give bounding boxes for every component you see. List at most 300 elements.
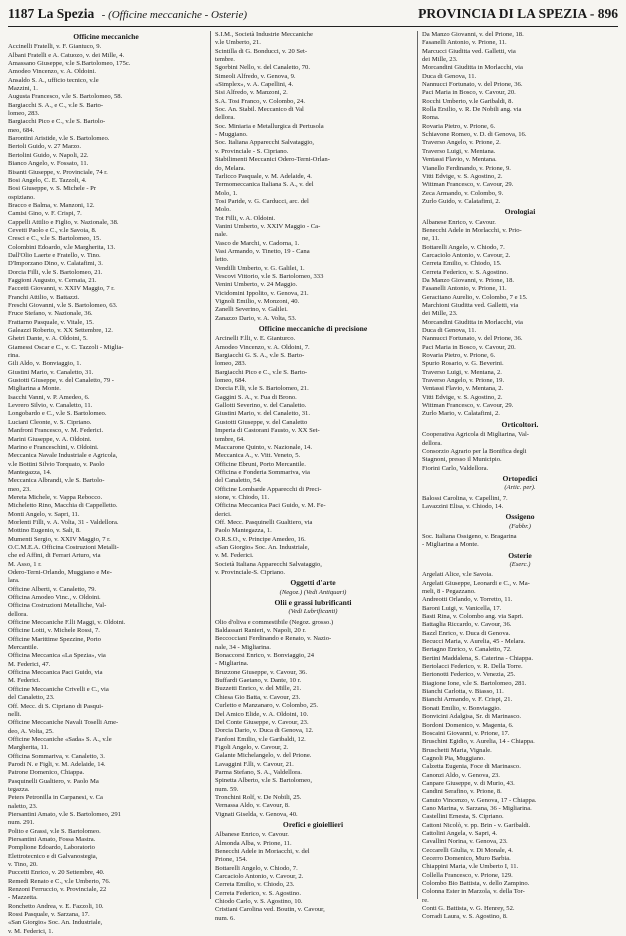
listing-entry: Officine Ebruni, Porto Mercantile. — [215, 460, 306, 468]
listing-entry: num. 6. — [215, 914, 235, 922]
listing-entry: Albanese Enrico, v. Cavour. — [215, 831, 289, 839]
listing-entry: Morcandini Giuditta in Morlacchi, via — [422, 318, 523, 326]
listing-entry: Paci Maria in Bosco, v. Cavour, 20. — [422, 89, 516, 97]
listing-entry: dellora. — [215, 114, 235, 122]
listing-entry: Simeoli Alfredo, v. Genova, 9. — [215, 72, 296, 80]
listing-entry: Boscaini Giovanni, v. Prione, 17. — [422, 729, 510, 737]
listing-entry: Vernassa Aldo, v. Cavour, 8. — [215, 802, 290, 810]
listing-entry: Paolo Mantegazza, 1. — [215, 527, 272, 535]
listing-entry: Bargiacchi G. S. A., v.le S. Barto- — [215, 352, 305, 360]
listing-entry: deo, A. Volta, 25. — [8, 727, 54, 735]
listing-entry: - Migliarina a Monte. — [422, 541, 479, 549]
listing-entry: Collella Francesco, v. Prione, 129. — [422, 871, 513, 879]
listing-entry: Soc. An. Stabil. Meccanico di Val — [215, 106, 304, 114]
listing-entry: meli, 8 - Pegazzano. — [422, 588, 476, 595]
listing-entry: rina. — [8, 352, 20, 360]
listing-entry: Puccetti Enrico, v. 20 Settembre, 40. — [8, 869, 105, 877]
listing-entry: «San Giorgio» Soc. An. Industriale, — [215, 543, 310, 551]
listing-entry: Molo, 1. — [215, 189, 238, 197]
listing-entry: ospiziano. — [8, 193, 35, 201]
listing-entry: Buzzetti Enrico, v. del Mille, 21. — [215, 685, 302, 693]
listing-entry: Spinetta Alberto, v.le S. Bartolomeo, — [215, 777, 312, 785]
listing-entry: Mantegazza, 14. — [8, 468, 52, 476]
section-heading: Officine meccaniche di precisione — [258, 324, 368, 334]
listing-entry: v.le Bottini Silvio Torquato, v. Paolo — [8, 460, 105, 468]
listing-entry: Morcandini Giuditta in Morlacchi, via — [422, 64, 523, 72]
listing-entry: Bonvicini Adalgisa, Sr. di Marinasco. — [422, 713, 522, 721]
listing-entry: Vanini Umberto, v. XXIV Maggio - Ca- — [215, 222, 321, 230]
section-subheading: (Eserc.) — [509, 560, 531, 568]
listing-entry: Camisi Gino, v. F. Crispi, 7. — [8, 210, 82, 218]
listing-entry: Vitti Edvige, v. S. Agostino, 2. — [422, 172, 503, 180]
listing-entry: Da Manzo Giovanni, v. Prione, 18. — [422, 276, 515, 284]
listing-entry: Longobardo e C., v.le S. Bartolomeo. — [8, 410, 107, 418]
listing-entry: Duca di Genova, 11. — [422, 72, 477, 80]
listing-entry: tembre. — [215, 56, 235, 64]
listing-entry: Parodi N. e Figli, v. M. Adelaide, 14. — [8, 760, 106, 768]
listing-entry: Gili Aldo, v. Bonviaggio, 1. — [8, 360, 82, 368]
listing-entry: Franchi Attilio, v. Battazzi. — [8, 293, 80, 301]
listing-entry: Arcinelli F.lli, v. E. Gianturco. — [215, 335, 296, 343]
listing-columns — [8, 31, 618, 935]
listing-entry: Officine Lotti, v. Michele Rossi, 7. — [8, 627, 100, 635]
listing-entry: Fasanelli Antonio, v. Prione, 11. — [422, 285, 507, 293]
listing-entry: Officine Meccaniche Navali Toselli Ame- — [8, 719, 119, 727]
listing-entry: Officine Lombarde Apparecchi di Preci- — [215, 485, 322, 493]
listing-entry: dellora. — [422, 439, 442, 447]
listing-entry: v. Tino, 20. — [8, 861, 38, 869]
city-name: La Spezia — [37, 6, 95, 21]
listing-entry: Augusta Francesco, v.le S. Bartolomeo, 58. — [8, 93, 123, 101]
listing-entry: Bargiacchi Pico e C., v.le S. Bartolo- — [8, 118, 106, 126]
listing-entry: Bottarelli Angelo, v. Chiodo, 7. — [422, 243, 505, 251]
listing-entry: nelli. — [8, 710, 22, 718]
listing-entry: Del Conte Giuseppe, v. Cavour, 23. — [215, 718, 309, 726]
listing-entry: Frattarno Pasquale, v. Vitale, 15. — [8, 318, 94, 326]
listing-entry: Marino e Franceschini, v. Oldoini. — [8, 443, 99, 451]
listing-entry: Colonna Ester in Marzola, v. della Tor- — [422, 888, 525, 896]
listing-entry: - Mazzetta. — [8, 894, 38, 902]
section-heading: Olii e grassi lubrificanti — [274, 598, 352, 608]
listing-entry: Mottino Eugenio, v. Salt, 8. — [8, 527, 81, 535]
listing-entry: Chiesa Gio Batta, v. Cavour, 23. — [215, 693, 301, 701]
listing-entry: che ed Affini, di Ferrari Arturo, via — [8, 552, 101, 560]
listing-entry: num. 59. — [215, 785, 239, 793]
listing-entry: v. Provinciale - S. Cipriano. — [215, 147, 289, 155]
section-subheading: (Vedi Lubrificanti) — [288, 608, 338, 616]
province-name: PROVINCIA DI LA SPEZIA — [418, 6, 587, 21]
listing-entry: Renzoni Ferruccio, v. Provinciale, 22 — [8, 886, 107, 894]
section-heading: Osterie — [508, 550, 532, 560]
listing-entry: Vicidomini Ippolito, v. Genova, 21. — [215, 289, 309, 297]
listing-entry: Scintilla di G. Bonducci, v. 20 Set- — [215, 47, 308, 55]
listing-entry: Albani Fratelli e A. Catuozo, v. dei Mille, 4. — [8, 51, 125, 59]
listing-entry: Traverso Luigi, v. Mentana. — [422, 147, 496, 155]
listing-entry: Amassano Giuseppe, v.le S.Bartolomeo, 175c. — [8, 60, 131, 68]
listing-entry: Faggioni Augusto, v. Cernaia, 21. — [8, 276, 97, 284]
listing-entry: Corradi Laura, v. S. Agostino, 8. — [422, 913, 508, 921]
listing-entry: Bazzl Enrico, v. Duca di Genova. — [422, 629, 511, 637]
listing-entry: Morlenti Filli, v. A. Volta, 31 - Valdellora. — [8, 518, 119, 526]
listing-entry: v.le Umberto, 21. — [215, 39, 261, 47]
listing-entry: Consorzio Agrario per la Bonifica degli — [422, 447, 527, 455]
listing-entry: Faccetti Giovanni, v. XXIV Maggio, 7 r. — [8, 285, 115, 293]
listing-entry: Off. Mecc. Pasquinelli Gualtiero, via — [215, 518, 313, 526]
listing-entry: Rovaria Pietro, v. Prione, 6. — [422, 122, 496, 130]
listing-entry: Meccanica Navale Industriale e Agricola, — [8, 452, 118, 460]
listing-entry: del Canaletto, 54. — [215, 477, 262, 485]
listing-entry: M. Federici, 47. — [8, 660, 51, 668]
listing-entry: Rocchi Umberto, v.le Garibaldi, 8. — [422, 97, 514, 105]
listing-entry: tembre, 64. — [215, 435, 245, 443]
listing-entry: Cresci e C., v.le S. Bartolomeo, 15. — [8, 235, 101, 243]
listing-entry: Sgorbini Nello, v. del Canaletto, 70. — [215, 64, 310, 72]
header-right — [418, 6, 618, 22]
listing-entry: Bianco Angelo, v. Fossato, 11. — [8, 160, 89, 168]
listing-entry: Rolla Ersilio, v. R. De Nobili ang. via — [422, 106, 522, 114]
listing-column — [417, 31, 618, 921]
listing-entry: Gaggini S. A., v. Fua di Brono. — [215, 393, 297, 401]
listing-entry: Bordoni Domenico, v. Magenta, 6. — [422, 721, 514, 729]
listing-entry: Micheletto Rino, Macchia di Cappelletto. — [8, 502, 118, 510]
listing-entry: Almonda Alba, v. Prione, 11. — [215, 839, 292, 847]
listing-entry: Ventassi Flavio, v. Mentana, 2. — [422, 385, 504, 393]
listing-entry: Spurio Rosario, v. G. Beverini. — [422, 360, 504, 368]
listing-entry: Officina Meccanica Paci Guido, v. M. Fe- — [215, 502, 326, 510]
listing-entry: Venini Umberto, v. 24 Maggio. — [215, 281, 298, 289]
listing-entry: Figoli Angelo, v. Cavour, 2. — [215, 743, 289, 751]
section-heading: Orefici e gioiellieri — [282, 819, 344, 829]
listing-entry: v. M. Federici, 1. — [8, 927, 54, 935]
listing-entry: Officina Meccanica «La Spezia», via — [8, 652, 106, 660]
listing-entry: Zurlo Guido, v. Calatafimi, 2. — [422, 197, 501, 205]
listing-entry: Baldassari Ranieri, v. Napoli, 20 r. — [215, 627, 306, 635]
listing-entry: Canuto Vincenzo, v. Genova, 17 - Chiappa. — [422, 796, 537, 804]
listing-entry: Bargiacchi Pico e C., v.le S. Barto- — [215, 368, 308, 376]
listing-entry: Cappelli Attilio e Figlio, v. Nazionale, 38. — [8, 218, 119, 226]
listing-entry: dei Mille, 23. — [422, 56, 458, 64]
listing-entry: meo, 23. — [8, 485, 31, 493]
listing-entry: Tot Filli, v. A. Oldoini. — [215, 214, 276, 222]
listing-entry: Ronchetto Andrea, v. E. Fazzoli, 10. — [8, 902, 104, 910]
listing-entry: Ventassi Flavio, v. Mentana. — [422, 156, 497, 164]
listing-entry: Soc. Italiana Ossigeno, v. Bragarina — [422, 532, 517, 540]
listing-entry: Officina Meccanica Paci Guido, via — [8, 669, 103, 677]
listing-entry: Argelati Alice, v.le Savoia. — [422, 571, 493, 579]
listing-entry: re. — [422, 896, 429, 904]
listing-entry: Molo. — [215, 206, 231, 214]
listing-entry: «San Giorgio» Soc. An. Industriale, — [8, 919, 103, 927]
listing-entry: Fiorini Carlo, Valdellora. — [422, 464, 489, 472]
listing-entry: Officine Meccaniche Crivelli e C., via — [8, 685, 109, 693]
listing-entry: nale. — [215, 231, 228, 239]
listing-entry: v. Provinciale-S. Cipriano. — [215, 569, 286, 576]
listing-entry: Parma Stefano, S. A., Valdellora. — [215, 768, 302, 776]
listing-entry: Maccarone Quinto, v. Nazionale, 14. — [215, 443, 312, 451]
listing-entry: Olio d'oliva e commestibile (Negoz. grosso.) — [215, 618, 334, 626]
listing-entry: Cavallini Norina, v. Genova, 23. — [422, 838, 508, 846]
listing-entry: - Muggiano. — [215, 131, 248, 139]
listing-entry: - Migliarina. — [215, 660, 249, 668]
listing-entry: Canonzi Aldo, v. Genova, 23. — [422, 771, 500, 779]
listing-entry: Bertolini Guido, v. Napoli, 22. — [8, 151, 89, 159]
listing-entry: Schiavone Romeo, v. D. di Genova, 16. — [422, 131, 527, 139]
listing-entry: meo, 684. — [8, 126, 35, 134]
listing-entry: Cecerro Domenico, Muro Barbia. — [422, 855, 511, 862]
listing-entry: Cevetti Paolo e C., v.le Savoia, 8. — [8, 226, 97, 234]
listing-entry: Marini Giuseppe, v. A. Oldoini. — [8, 435, 92, 443]
listing-entry: num. 291. — [8, 819, 35, 827]
listing-entry: Società Italiana Apparecchi Salvataggio, — [215, 560, 322, 568]
listing-entry: Stabilimenti Meccanici Odero-Terni-Orlan- — [215, 156, 330, 164]
listing-entry: Ghetri Dante, v. A. Oldoini, 5. — [8, 335, 88, 343]
listing-entry: Ceccarelli Giulia, v. Di Monale, 4. — [422, 846, 513, 854]
listing-entry: Candini Serafino, v. Prione, 8. — [422, 788, 502, 796]
listing-entry: Da Manzo Giovanni, v. del Prione, 18. — [422, 31, 524, 38]
listing-entry: Bertini Maddalena, S. Caterina - Chiappa. — [422, 654, 533, 662]
listing-entry: Officina e Fonderia Sommariva, via — [215, 468, 310, 476]
listing-entry: Bianchi Armando, v. F. Crispi, 21. — [422, 696, 513, 704]
listing-entry: Colombini Edoardo, v.le Margherita, 13. — [8, 243, 116, 251]
listing-entry: Del Amico Elide, v. A. Oldoini, 10. — [215, 710, 309, 718]
section-subheading: (Fabbr.) — [509, 522, 531, 530]
listing-entry: Baroni Luigi, v. Vanicella, 17. — [422, 604, 502, 612]
listing-entry: S.I.M., Società Industrie Meccaniche — [215, 31, 313, 38]
listing-entry: Meccanica A., v. Vitt. Veneto, 5. — [215, 452, 301, 460]
listing-entry: Battaglia Riccardo, v. Cavour, 36. — [422, 621, 512, 629]
listing-entry: Amodeo Vincenzo, v. A. Oldoini. — [8, 68, 97, 76]
listing-entry: Monti Angelo, v. Sapri, 11. — [8, 510, 80, 518]
listing-entry: Lavaggini F.lli, v. Cavour, 21. — [215, 760, 294, 768]
listing-entry: Imperia di Castorani Fausto, v. XX Set- — [215, 427, 320, 435]
listing-entry: Bottarelli Angelo, v. Chiodo, 7. — [215, 864, 298, 872]
section-range: - (Officine meccaniche - Osterie) — [101, 9, 248, 21]
listing-entry: Nannucci Fortunato, v. del Prione, 36. — [422, 335, 523, 343]
listing-entry: Off. Mecc. di S. Cipriano di Pasqui- — [8, 702, 104, 710]
listing-entry: Roma. — [422, 114, 440, 122]
listing-entry: del Canaletto, 23. — [8, 694, 55, 702]
listing-entry: Rossi Pasquale, v. Sarzana, 17. — [8, 911, 90, 919]
listing-entry: Piersantini Amato, Fossa Mastra. — [8, 836, 96, 843]
section-heading: Officine meccaniche — [73, 32, 139, 41]
listing-entry: Peters Petronilla in Carpanesi, v. Ca — [8, 794, 103, 802]
listing-entry: Traverso Angelo, v. Prione, 2. — [422, 139, 501, 147]
listing-entry: Migliarina a Monte. — [8, 385, 61, 393]
listing-entry: Stagnoni, presso il Municipio. — [422, 456, 502, 464]
listing-entry: Manfroni Francesco, v. M. Federici. — [8, 427, 104, 435]
listing-entry: Vendilli Umberto, v. G. Galilei, 1. — [215, 264, 305, 272]
page-header — [8, 6, 618, 27]
listing-entry: Barontini Aristide, v.le S. Bartolomeo. — [8, 135, 110, 143]
listing-entry: Conti G. Battista, v. G. Henrey, 52. — [422, 905, 515, 913]
listing-entry: Bonati Emilio, v. Bonviaggio. — [422, 704, 502, 712]
listing-entry: Amodeo Vincenzo, v. A. Oldoini, 7. — [215, 343, 310, 351]
listing-entry: Giamessi Oscar e C., v. C. Tazzoli - Miglia- — [8, 343, 124, 351]
listing-entry: Bisanti Giuseppe, v. Provinciale, 74 r. — [8, 168, 108, 176]
listing-entry: Zanelli Severino, v. Galilei. — [215, 306, 288, 314]
listing-entry: naletto, 23. — [8, 802, 38, 810]
listing-entry: Piersantini Amato, v.le S. Bartolomeo, 291 — [8, 810, 121, 818]
listing-entry: Paci Maria in Bosco, v. Cavour, 20. — [422, 343, 516, 351]
listing-entry: dellora. — [8, 610, 28, 618]
listing-entry: Tosi Paride, v. G. Carducci, arc. del — [215, 197, 309, 205]
listing-entry: Cattoni Nicolò, v. pp. Brin - v. Garibaldi. — [422, 821, 531, 829]
listing-entry: Mumenti Sergio, v. XXIV Maggio, 7 r. — [8, 535, 111, 543]
listing-entry: Bertoli Guido, v. 27 Marzo. — [8, 143, 82, 151]
listing-entry: Tarlicco Pasquale, v. M. Adelaide, 4. — [215, 172, 312, 180]
listing-entry: Luciani Cleonte, v. S. Cipriano. — [8, 418, 92, 426]
listing-entry: Officina Amodeo Vinc., v. Oldoini. — [8, 594, 101, 602]
listing-entry: sione, v. Chiodo, 11. — [215, 493, 270, 501]
listing-entry: M. Asso, 1 r. — [8, 560, 42, 568]
listing-entry: Bosi Giuseppe, v. S. Michele - Pr — [8, 185, 97, 193]
section-heading: Orologiai — [504, 207, 536, 217]
listing-entry: lomeo, 283. — [215, 360, 247, 368]
listing-entry: Bertonotti Federico, v. Venezia, 25. — [422, 671, 516, 679]
listing-entry: Gallotti Severino, v. del Canaletto. — [215, 402, 307, 410]
listing-entry: Pasquinelli Gualtiero, v. Paolo Ma — [8, 777, 99, 785]
listing-entry: Duca di Genova, 11. — [422, 327, 477, 335]
listing-entry: Bertolacci Federico, v. R. Della Torre. — [422, 663, 523, 671]
listing-entry: Cooperativa Agricola di Migliarina, Val- — [422, 431, 529, 439]
listing-column — [8, 31, 204, 935]
listing-entry: D'Imporzano Dino, v. Calatafimi, 3. — [8, 260, 103, 268]
listing-entry: Canpare Giuseppe, v. di Murio, 43. — [422, 779, 515, 787]
listing-entry: Termomeccanica Italiana S. A., v. del — [215, 181, 314, 189]
listing-entry: Benecchi Adele in Moriacchi, v. del — [215, 848, 310, 855]
listing-entry: Isacchi Vanni, v. P. Amedeo, 6. — [8, 393, 90, 401]
listing-column — [210, 31, 411, 922]
listing-entry: Vignoli Emilio, v. Monzoni, 40. — [215, 298, 300, 305]
listing-entry: Argelati Giuseppe, Leonardi e C., v. Ma- — [422, 579, 530, 587]
header-left — [8, 6, 247, 22]
listing-entry: Polito e Grassi, v.le S. Bartolomeo. — [8, 827, 101, 835]
listing-entry: Fanfoni Emilio, v.le Garibaldi, 12. — [215, 735, 306, 743]
listing-entry: Sisi Alfredo, v. Manzoni, 2. — [215, 89, 288, 97]
listing-entry: Cristiani Carolina ved. Boutin, v. Cavour, — [215, 906, 325, 914]
listing-entry: Bracco e Balma, v. Manzoni, 12. — [8, 201, 95, 209]
listing-entry: Becucci Maria, v. Aurelia, 45 - Melara. — [422, 638, 526, 646]
listing-entry: Bonaccorsi Enrico, v. Bonviaggio, 24 — [215, 652, 315, 660]
listing-entry: Freschi Giovanni, v.le S. Bartolomeo, 63. — [8, 302, 118, 309]
listing-entry: Dall'Olio Laerte e Fratello, v. Tino. — [8, 251, 101, 259]
listing-entry: Dorcia Filli, v.le S. Bartolomeo, 21. — [8, 268, 103, 276]
page-number: 1187 — [8, 6, 35, 21]
listing-entry: Traverso Angelo, v. Prione, 19. — [422, 377, 505, 385]
listing-entry: Vignati Giselda, v. Genova, 40. — [215, 810, 298, 818]
listing-entry: Odero-Terni-Orlando, Muggiano e Me- — [8, 569, 112, 576]
listing-entry: Zeca Armando, v. Colombo, 9. — [422, 189, 504, 197]
section-heading: Ossigeno — [505, 512, 535, 522]
listing-entry: Traverso Luigi, v. Mentana, 2. — [422, 368, 502, 376]
listing-entry: Cerreta Federico, v. S. Agostino. — [422, 268, 509, 276]
listing-entry: Fruce Stefano, v. Nazionale, 36. — [8, 310, 93, 318]
listing-entry: Rovaria Pietro, v. Prione, 6. — [422, 352, 496, 360]
listing-entry: Wittman Francesco, v. Cavour, 29. — [422, 181, 514, 189]
listing-entry: Cerreta Emilio, v. Chiodo, 23. — [215, 881, 295, 889]
listing-entry: Cagnoli Pia, Muggiano. — [422, 754, 486, 762]
listing-entry: Andreotti Orlando, v. Torretto, 11. — [422, 596, 513, 604]
listing-entry: Chiappini Maria, v.le Umberto I, 11. — [422, 863, 519, 871]
listing-entry: O.R.S.O., v. Principe Amedeo, 16. — [215, 535, 306, 543]
listing-entry: Cerreta Emilio, v. Chiodo, 15. — [422, 260, 502, 268]
listing-entry: Bruschetti Maria, Vignale. — [422, 746, 492, 754]
listing-entry: Mercantile. — [8, 644, 39, 652]
listing-entry: Biagione Ione, v.le S. Bartolomeo, 281. — [422, 679, 527, 687]
listing-entry: Bargiacchi S. A., e C., v.le S. Barto- — [8, 101, 104, 109]
listing-entry: Cerreta Federico, v. S. Agostino. — [215, 889, 302, 897]
listing-entry: Prione, 154. — [215, 856, 248, 864]
listing-entry: Mazzini, 1. — [8, 85, 38, 93]
listing-entry: M. Federici. — [8, 677, 41, 685]
listing-entry: Benecchi Adele in Morlacchi, v. Prio- — [422, 226, 522, 234]
listing-entry: Calzetta Eugenia, Foce di Marinasco. — [422, 763, 521, 771]
listing-entry: Beccocciani Ferdinando e Renato, v. Nazio- — [215, 635, 332, 643]
listing-entry: Bruzzone Giuseppe, v. Cavour, 36. — [215, 668, 307, 676]
listing-entry: Galeazzi Roberto, v. XX Settembre, 12. — [8, 327, 113, 335]
listing-entry: tegazza. — [8, 785, 30, 793]
listing-entry: Accinelli Fratelli, v. F. Giantuco, 9. — [8, 43, 102, 51]
listing-entry: Zurlo Mario, v. Calatafimi, 2. — [422, 410, 500, 418]
listing-entry: Soc. Italiana Apparecchi Salvataggio, — [215, 139, 315, 147]
listing-entry: Castellini Ernesta, S. Cipriano. — [422, 813, 504, 821]
listing-entry: Colombo Bio Battista, v. dello Zampino. — [422, 880, 530, 888]
listing-entry: O.C.M.E.A. Officina Costruzioni Metalli- — [8, 543, 119, 551]
listing-entry: v. M. Federici. — [215, 552, 254, 560]
listing-entry: Chiodo Carlo, v. S. Agostino, 10. — [215, 898, 303, 906]
listing-entry: Pomplione Edoardo, Laboratorio — [8, 844, 95, 852]
section-heading: Ortopedici — [502, 473, 538, 483]
listing-entry: letto. — [215, 256, 229, 264]
listing-entry: Bruschini Egidio, v. Aurelia, 14 - Chiappa. — [422, 738, 535, 746]
listing-entry: lomeo, 283. — [8, 110, 40, 118]
listing-entry: Bosi Angelo, C. E. Tazzoli, 4. — [8, 176, 87, 184]
listing-entry: Galante Michelangelo, v. del Prione. — [215, 752, 312, 760]
listing-entry: Marcucci Giuditta ved. Galletti, via — [422, 47, 516, 55]
listing-entry: lara. — [8, 577, 20, 585]
listing-entry: Giustini Mario, v. Canaletto, 31. — [8, 368, 94, 376]
listing-entry: Buffardi Gaetano, v. Dante, 10 r. — [215, 677, 302, 685]
listing-entry: Curletto e Manzanaro, v. Colombo, 25. — [215, 702, 319, 710]
listing-entry: Cano Marina, v. Sarzana, 36 - Migliarina. — [422, 804, 532, 812]
listing-entry: Vescovi Vittorio, v.le S. Bartolomeo, 333 — [215, 272, 324, 280]
listing-entry: Albanese Enrico, v. Cavour. — [422, 218, 496, 226]
listing-entry: Gustotti Giuseppe, v. del Canaletto — [215, 418, 308, 426]
listing-entry: Dorcia Dario, v. Duca di Genova, 12. — [215, 727, 314, 735]
listing-entry: Nannucci Fortunato, v. del Prione, 36. — [422, 81, 523, 89]
listing-entry: Geracitano Aurelio, v. Colombo, 7 e 15. — [422, 293, 528, 301]
listing-entry: Vasi Armando, v. Tinetto, 19 - Cana — [215, 247, 310, 255]
listing-entry: Patrone Domenico, Chiappa. — [8, 769, 85, 777]
listing-entry: Officine Meccaniche F.lli Maggi, v. Oldoini. — [8, 619, 126, 627]
listing-entry: Remedi Renato e C., v.le Umberto, 76. — [8, 877, 111, 885]
listing-entry: Balossi Carolina, v. Capellini, 7. — [422, 494, 508, 502]
listing-entry: Giustini Mario, v. del Canaletto, 31. — [215, 410, 310, 418]
listing-entry: Mereta Michele, v. Vappa Rebocco. — [8, 493, 103, 501]
listing-entry: Cattolini Angela, v. Sapri, 4. — [422, 829, 498, 837]
listing-entry: S.A. Tosi Franco, v. Colombo, 24. — [215, 97, 306, 105]
listing-entry: Bertagno Enrico, v. Canaletto, 72. — [422, 646, 512, 654]
listing-entry: Margherita, 11. — [8, 744, 49, 752]
listing-entry: nale, 34 - Migliarina. — [215, 643, 271, 651]
listing-entry: Officine Alberti, v. Canaletto, 79. — [8, 585, 97, 593]
listing-entry: Lavazzini Elisa, v. Chiodo, 14. — [422, 502, 504, 510]
listing-entry: Vasco de Marchi, v. Cadorna, 1. — [215, 239, 300, 247]
listing-entry: Wittman Francesco, v. Cavour, 29. — [422, 402, 514, 410]
right-page-number: - 896 — [589, 6, 618, 21]
listing-entry: Marchioni Giuditta ved. Galletti, via — [422, 302, 519, 309]
section-heading: Oggetti d'arte — [290, 578, 336, 588]
